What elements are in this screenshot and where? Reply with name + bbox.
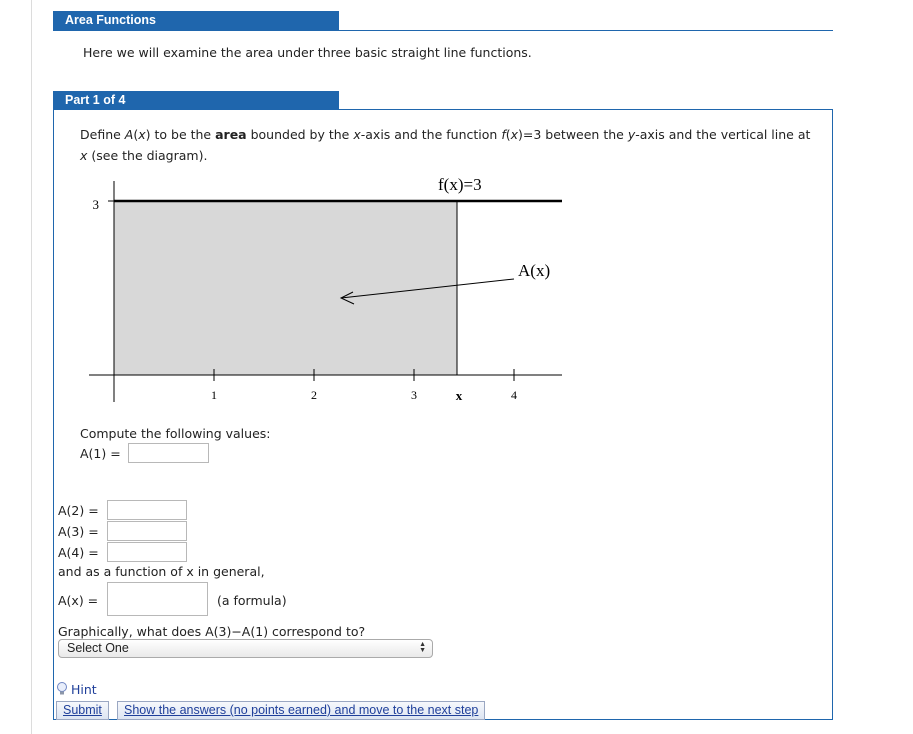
a4-input[interactable] bbox=[107, 542, 187, 562]
ax-formula-note: (a formula) bbox=[217, 593, 287, 608]
submit-button[interactable]: Submit bbox=[56, 701, 109, 720]
section-title: Area Functions bbox=[53, 11, 339, 30]
general-prompt: and as a function of x in general, bbox=[58, 564, 265, 579]
a1-input[interactable] bbox=[128, 443, 209, 463]
intro-text: Here we will examine the area under three basic straight line functions. bbox=[83, 45, 532, 60]
definition-text: Define A(x) to be the area bounded by the x-axis and the function f(x)=3 between the y-axis and the vertical line at x (see the diagram). bbox=[80, 127, 811, 163]
y-tick-label-3: 3 bbox=[92, 197, 99, 212]
compute-prompt: Compute the following values: bbox=[80, 426, 271, 441]
select-arrows-icon: ▲ ▼ bbox=[419, 641, 426, 654]
graph-question: Graphically, what does A(3)−A(1) correspond to? bbox=[58, 624, 366, 639]
x-marker-label: x bbox=[455, 388, 463, 403]
function-label: f(x)=3 bbox=[438, 175, 482, 194]
a1-label: A(1) = bbox=[80, 446, 121, 461]
a4-label: A(4) = bbox=[58, 545, 99, 560]
a2-input[interactable] bbox=[107, 500, 187, 520]
answer-select-value: Select One bbox=[67, 641, 129, 655]
hint-label: Hint bbox=[71, 682, 97, 697]
ax-formula-input[interactable] bbox=[107, 582, 208, 616]
area-label: A(x) bbox=[518, 261, 551, 280]
show-answers-button[interactable]: Show the answers (no points earned) and move to the next step bbox=[117, 701, 485, 720]
x-tick-label-2: 2 bbox=[311, 388, 317, 402]
a3-label: A(3) = bbox=[58, 524, 99, 539]
area-region bbox=[114, 201, 457, 375]
x-tick-label-4: 4 bbox=[511, 388, 517, 402]
ax-label: A(x) = bbox=[58, 593, 99, 608]
a2-label: A(2) = bbox=[58, 503, 99, 518]
lightbulb-icon bbox=[56, 682, 68, 696]
hint-link[interactable] bbox=[56, 682, 97, 697]
part-title: Part 1 of 4 bbox=[53, 91, 339, 110]
answer-select[interactable] bbox=[58, 639, 433, 658]
x-tick-label-3: 3 bbox=[411, 388, 417, 402]
x-tick-label-1: 1 bbox=[211, 388, 217, 402]
a3-input[interactable] bbox=[107, 521, 187, 541]
